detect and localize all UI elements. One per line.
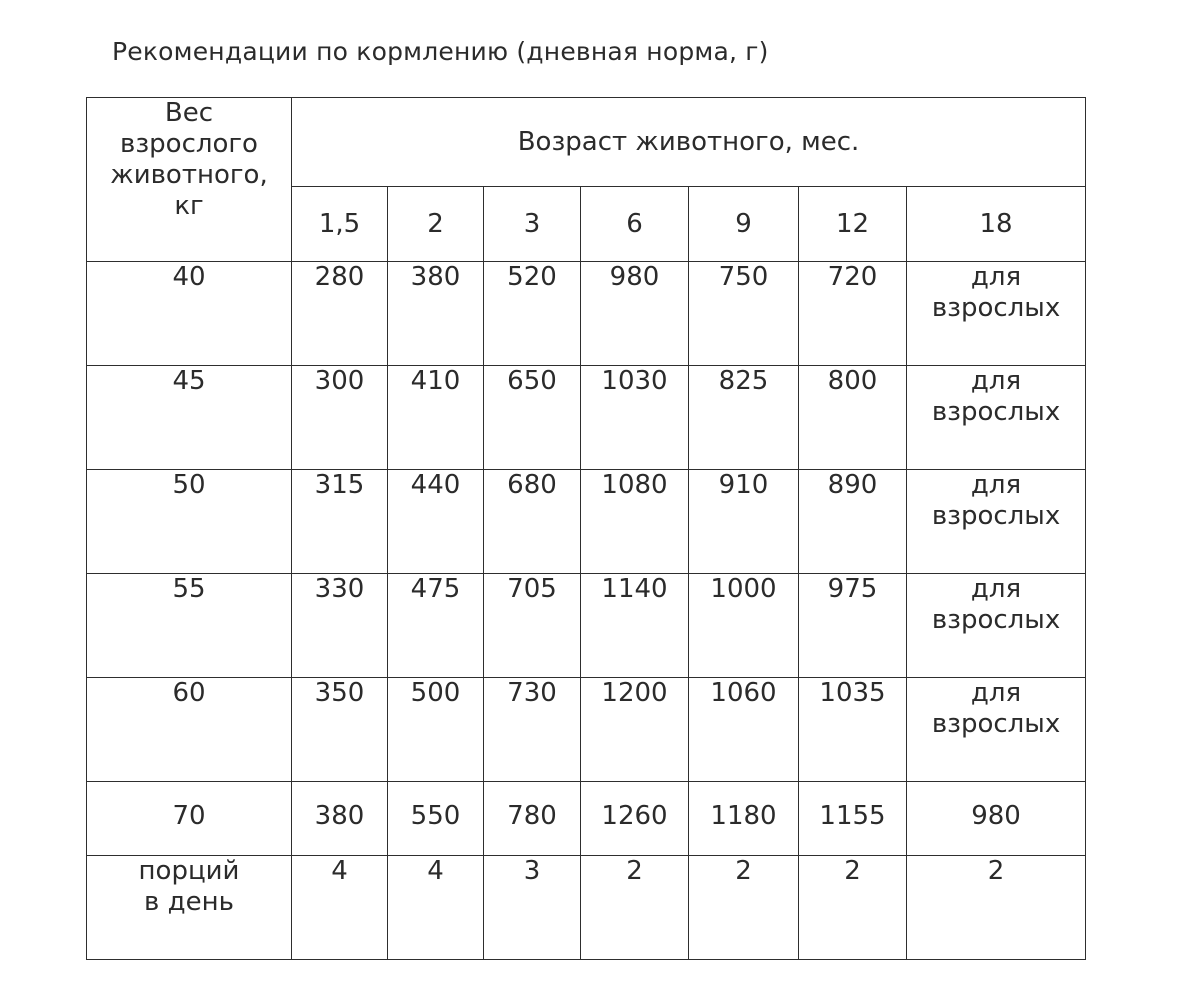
value-cell: 1180 (689, 782, 799, 856)
age-header-cell: 9 (689, 187, 799, 262)
adult-text-line: взрослых (931, 293, 1061, 323)
portions-row (87, 856, 1086, 960)
value-cell: 315 (292, 470, 388, 574)
value-cell: 500 (388, 678, 484, 782)
weight-header-line: животного, (110, 160, 268, 190)
value-cell: 780 (484, 782, 581, 856)
weight-cell: 60 (87, 678, 292, 782)
value-cell: 650 (484, 366, 581, 470)
weight-cell: 40 (87, 262, 292, 366)
portions-cell: 4 (388, 856, 484, 960)
adult-text-line: для (970, 574, 1022, 604)
table-row (87, 678, 1086, 782)
portions-cell: 2 (689, 856, 799, 960)
age-header-cell: 12 (799, 187, 907, 262)
age-header-cell: 6 (581, 187, 689, 262)
adult-text-line: взрослых (931, 397, 1061, 427)
table-row (87, 262, 1086, 366)
value-cell: 1060 (689, 678, 799, 782)
portions-label-cell (87, 856, 292, 960)
weight-header-line: Вес (164, 98, 214, 128)
portions-cell: 3 (484, 856, 581, 960)
value-cell: 980 (907, 782, 1086, 856)
weight-cell: 55 (87, 574, 292, 678)
value-cell: 680 (484, 470, 581, 574)
adult-food-cell (907, 262, 1086, 366)
portions-cell: 2 (581, 856, 689, 960)
value-cell: 980 (581, 262, 689, 366)
adult-food-cell (907, 574, 1086, 678)
age-column-group-header: Возраст животного, мес. (292, 98, 1086, 187)
value-cell: 475 (388, 574, 484, 678)
value-cell: 910 (689, 470, 799, 574)
weight-column-header (87, 98, 292, 262)
table-header-row (87, 98, 1086, 187)
value-cell: 1080 (581, 470, 689, 574)
adult-text-line: взрослых (931, 709, 1061, 739)
value-cell: 975 (799, 574, 907, 678)
page-title: Рекомендации по кормлению (дневная норма, г) (112, 37, 769, 66)
adult-text-line: для (970, 678, 1022, 708)
value-cell: 1155 (799, 782, 907, 856)
value-cell: 1260 (581, 782, 689, 856)
table-row (87, 782, 1086, 856)
adult-food-cell (907, 470, 1086, 574)
age-header-cell: 18 (907, 187, 1086, 262)
weight-cell: 45 (87, 366, 292, 470)
value-cell: 1140 (581, 574, 689, 678)
value-cell: 1030 (581, 366, 689, 470)
value-cell: 890 (799, 470, 907, 574)
value-cell: 520 (484, 262, 581, 366)
value-cell: 705 (484, 574, 581, 678)
value-cell: 410 (388, 366, 484, 470)
weight-header-line: взрослого (120, 129, 258, 159)
value-cell: 730 (484, 678, 581, 782)
value-cell: 280 (292, 262, 388, 366)
portions-label-line: в день (144, 887, 234, 917)
table-row (87, 470, 1086, 574)
portions-label-line: порций (138, 856, 240, 886)
table-row (87, 366, 1086, 470)
value-cell: 1035 (799, 678, 907, 782)
value-cell: 300 (292, 366, 388, 470)
adult-text-line: для (970, 262, 1022, 292)
weight-cell: 50 (87, 470, 292, 574)
adult-text-line: для (970, 366, 1022, 396)
adult-text-line: взрослых (931, 501, 1061, 531)
table-row (87, 574, 1086, 678)
portions-cell: 2 (799, 856, 907, 960)
value-cell: 330 (292, 574, 388, 678)
value-cell: 825 (689, 366, 799, 470)
age-header-cell: 3 (484, 187, 581, 262)
value-cell: 720 (799, 262, 907, 366)
portions-cell: 4 (292, 856, 388, 960)
age-header-cell: 2 (388, 187, 484, 262)
adult-food-cell (907, 366, 1086, 470)
adult-food-cell (907, 678, 1086, 782)
feeding-table (86, 97, 1086, 960)
value-cell: 550 (388, 782, 484, 856)
value-cell: 440 (388, 470, 484, 574)
adult-text-line: для (970, 470, 1022, 500)
value-cell: 800 (799, 366, 907, 470)
value-cell: 1200 (581, 678, 689, 782)
value-cell: 380 (292, 782, 388, 856)
adult-text-line: взрослых (931, 605, 1061, 635)
value-cell: 380 (388, 262, 484, 366)
value-cell: 350 (292, 678, 388, 782)
weight-header-line: кг (174, 191, 204, 221)
value-cell: 750 (689, 262, 799, 366)
weight-cell: 70 (87, 782, 292, 856)
value-cell: 1000 (689, 574, 799, 678)
age-header-cell: 1,5 (292, 187, 388, 262)
portions-cell: 2 (907, 856, 1086, 960)
